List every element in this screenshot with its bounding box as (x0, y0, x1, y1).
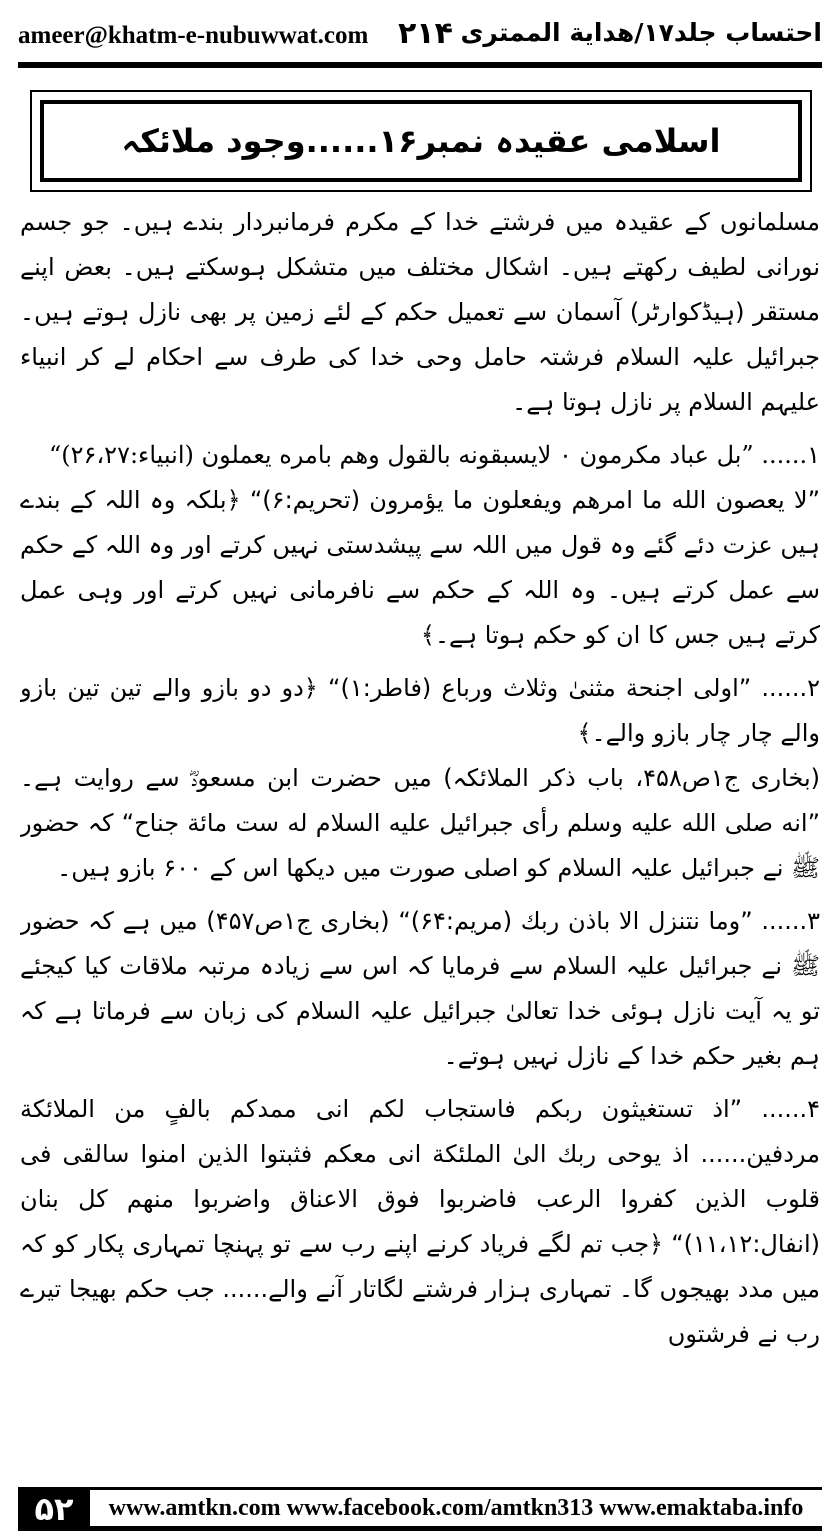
paragraph-verse-4: ۴...... ”اذ تستغيثون ربكم فاستجاب لكم انى ممدكم بالفٍ من الملائكة مردفين...... اذ يوحى ربك الىٰ الملئكة انى معكم فثبتوا الذين امنوا سالقى فى قلوب الذين كفروا الرعب فاضربوا فوق الاعناق واضربوا منهم كل بنان (انفال:۱۱،۱۲)“ ﴿جب تم لگے فریاد کرنے اپنے رب سے تو پہنچا تمہاری پکار کو کہ میں مدد بھیجوں گا۔ تمہاری ہزار فرشتے لگاتار آنے والے...... جب حکم بھیجا تیرے رب نے فرشتوں (20, 1095, 820, 1348)
header-email[interactable]: ameer@khatm-e-nubuwwat.com (18, 22, 369, 49)
section-title-box (30, 90, 812, 192)
page-body (20, 200, 820, 1476)
header-rule (18, 62, 822, 68)
footer-links[interactable]: www.amtkn.com www.facebook.com/amtkn313 www.emaktaba.info (108, 1494, 804, 1521)
paragraph-verse-1-translation: ”لا يعصون الله ما امرهم ويفعلون ما يؤمرون (تحريم:۶)“ ﴿بلکہ وہ اللہ کے بندے ہیں عزت دئے گئے وہ قول میں اللہ سے پیشدستی نہیں کرتے اور وہ اللہ کے حکم سے عمل کرتے ہیں۔ وہ اللہ کے حکم سے نافرمانی نہیں کرتے اور وہی عمل کرتے ہیں جس کا ان کو حکم ہوتا ہے۔﴾ (20, 486, 820, 649)
paragraph-verse-2: ۲...... ”اولى اجنحة مثنىٰ وثلاث ورباع (فاطر:۱)“ ﴿دو دو بازو والے تین تین بازو والے چار چار بازو والے۔﴾ (20, 674, 820, 747)
paragraph-bukhari-hadith: (بخاری ج۱ص۴۵۸، باب ذکر الملائکہ) میں حضرت ابن مسعودؓ سے روایت ہے۔ ”انه صلی الله علیه وسلم رأى جبرائيل عليه السلام له ست مائة جناح“ کہ حضور ﷺ نے جبرائیل علیہ السلام کو اصلی صورت میں دیکھا اس کے ۶۰۰ بازو ہیں۔ (20, 764, 820, 882)
paragraph-intro: مسلمانوں کے عقیدہ میں فرشتے خدا کے مکرم فرمانبردار بندے ہیں۔ جو جسم نورانی لطیف رکھتے ہیں۔ اشکال مختلف میں متشکل ہوسکتے ہیں۔ بعض اپنے مستقر (ہیڈکوارٹر) آسمان سے تعمیل حکم کے لئے زمین پر بھی نازل ہوتے ہیں۔ جبرائیل علیہ السلام فرشتہ حامل وحی خدا کی طرف سے احکام لے کر انبیاء علیہم السلام پر نازل ہوتا ہے۔ (20, 208, 820, 416)
paragraph-verse-1: ۱...... ”بل عباد مکرمون ۰ لایسبقونه بالقول وهم بامره يعملون (انبياء:۲۶،۲۷)“ (49, 441, 820, 469)
paragraph-verse-3: ۳...... ”وما نتنزل الا باذن ربك (مريم:۶۴)“ (بخاری ج۱ص۴۵۷) میں ہے کہ حضور ﷺ نے جبرائیل علیہ السلام سے فرمایا کہ اس سے زیادہ مرتبہ ملاقات کیا کیجئے تو یہ آیت نازل ہوئی خدا تعالیٰ جبرائیل علیہ السلام کی زبان سے فرماتا ہے کہ ہم بغیر حکم خدا کے نازل نہیں ہوتے۔ (20, 907, 820, 1070)
section-title-inner-frame (40, 100, 802, 182)
section-title: اسلامی عقیدہ نمبر۱۶......وجود ملائکہ (121, 122, 721, 160)
footer-page-marker: ۵۲ (18, 1487, 90, 1531)
footer-bar (90, 1487, 822, 1531)
header-page-number: ۲۱۴ (398, 16, 453, 51)
page-header (18, 14, 822, 54)
header-book-title: احتساب جلد۱۷/هداية الممترى (460, 18, 822, 47)
